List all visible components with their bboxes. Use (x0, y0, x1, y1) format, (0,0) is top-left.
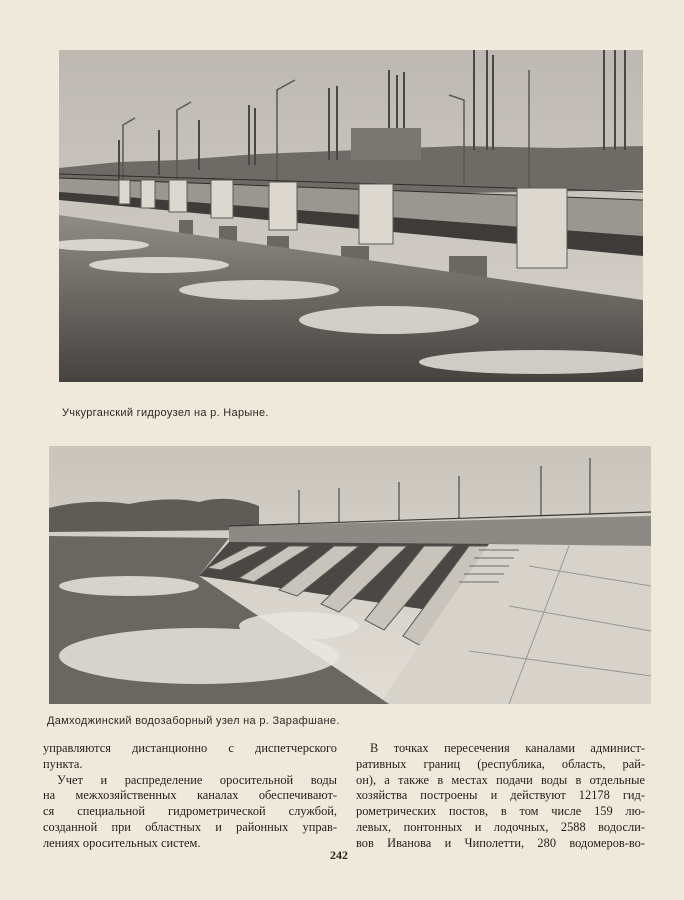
text-line: вов Иванова и Чиполетти, 280 водомеров-во- (356, 835, 645, 850)
text-line: хозяйства построены и действуют 12178 гид- (356, 788, 645, 803)
text-line: левых, понтонных и лодочных, 2588 водосли- (356, 819, 645, 834)
text-line: Учет и распределение оросительной воды (57, 772, 337, 787)
text-line: он), а также в местах подачи воды в отдельные (356, 772, 645, 787)
dam-illustration (59, 50, 643, 382)
text-line: ся специальной гидрометрической службой, (43, 804, 337, 819)
text-line: В точках пересечения каналами админист- (370, 741, 645, 755)
photo-caption-uchkurgan: Учкурганский гидроузел на р. Нарыне. (62, 407, 269, 419)
text-column-left (43, 741, 337, 852)
text-line: лениях оросительных систем. (43, 835, 201, 850)
text-line: пункта. (43, 756, 83, 771)
page-number: 242 (330, 848, 348, 862)
text-line: управляются дистанционно с диспетчерского (43, 741, 337, 755)
photo-damkhodzha-intake (49, 446, 651, 704)
text-line: ративных границ (республика, область, рай- (356, 756, 645, 771)
text-line: созданной при областных и районных управ- (43, 819, 337, 834)
photo-uchkurgan-dam (59, 50, 643, 382)
photo-caption-damkhodzha: Дамходжинский водозаборный узел на р. Зарафшане. (47, 715, 340, 727)
text-column-right (356, 741, 645, 852)
text-line: рометрических постов, в том числе 159 лю- (356, 804, 645, 819)
text-line: на межхозяйственных каналах обеспечивают- (43, 788, 337, 803)
intake-illustration (49, 446, 651, 704)
